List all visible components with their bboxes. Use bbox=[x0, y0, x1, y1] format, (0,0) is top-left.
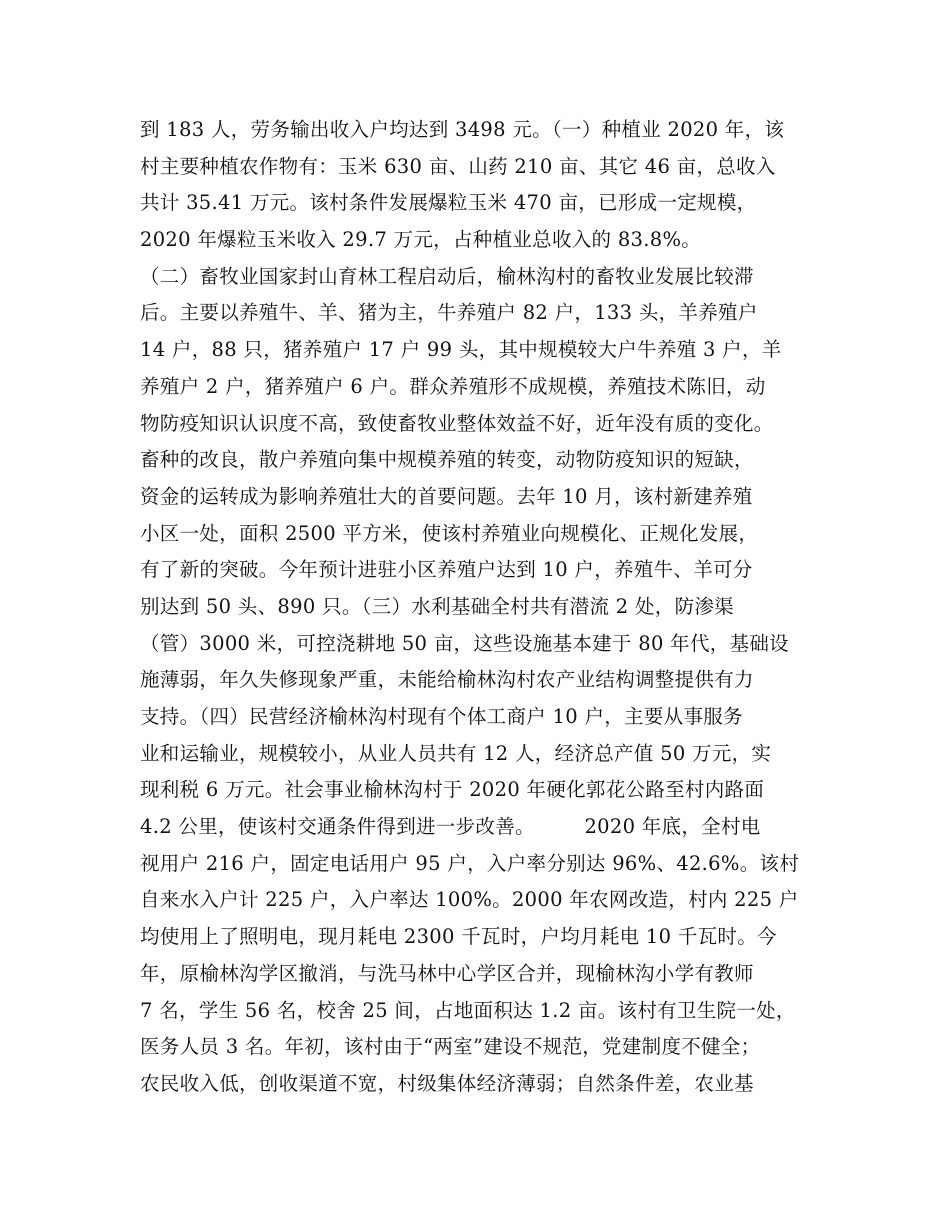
text-line: 畜种的改良，散户养殖向集中规模养殖的转变，动物防疫知识的短缺， bbox=[140, 448, 754, 472]
text-line: （管）3000 米，可控浇耕地 50 亩，这些设施基本建于 80 年代，基础设 bbox=[140, 631, 789, 655]
text-line: 村主要种植农作物有：玉米 630 亩、山药 210 亩、其它 46 亩，总收入 bbox=[140, 154, 776, 178]
text-line: 物防疫知识认识度不高，致使畜牧业整体效益不好，近年没有质的变化。 bbox=[140, 411, 774, 435]
text-line: 2020 年爆粒玉米收入 29.7 万元，占种植业总收入的 83.8%。 bbox=[140, 228, 702, 252]
text-line: 业和运输业，规模较小，从业人员共有 12 人，经济总产值 50 万元，实 bbox=[140, 741, 772, 765]
text-line: （二）畜牧业国家封山育林工程启动后，榆林沟村的畜牧业发展比较滞 bbox=[140, 264, 754, 288]
text-line: 支持。（四）民营经济榆林沟村现有个体工商户 10 户，主要从事服务 bbox=[140, 705, 743, 728]
text-line: 共计 35.41 万元。该村条件发展爆粒玉米 470 亩，已形成一定规模， bbox=[140, 191, 757, 215]
text-line: 养殖户 2 户，猪养殖户 6 户。群众养殖形不成规模，养殖技术陈旧，动 bbox=[140, 374, 766, 398]
text-line: 小区一处，面积 2500 平方米，使该村养殖业向规模化、正规化发展， bbox=[140, 521, 759, 545]
text-line: 医务人员 3 名。年初，该村由于“两室”建设不规范，党建制度不健全； bbox=[140, 1035, 761, 1059]
text-line: 自来水入户计 225 户，入户率达 100%。2000 年农网改造，村内 225 户 bbox=[140, 888, 799, 912]
text-line: 4.2 公里，使该村交通条件得到进一步改善。 2020 年底，全村电 bbox=[140, 815, 761, 839]
text-line: 14 户，88 只，猪养殖户 17 户 99 头，其中规模较大户牛养殖 3 户，羊 bbox=[140, 338, 782, 362]
text-line: 年，原榆林沟学区撤消，与洗马林中心学区合并，现榆林沟小学有教师 bbox=[140, 961, 754, 985]
text-line: 有了新的突破。今年预计进驻小区养殖户达到 10 户，养殖牛、羊可分 bbox=[140, 558, 753, 582]
text-line: 后。主要以养殖牛、羊、猪为主，牛养殖户 82 户，133 头，羊养殖户 bbox=[140, 301, 758, 325]
text-line: 资金的运转成为影响养殖壮大的首要问题。去年 10 月，该村新建养殖 bbox=[140, 484, 753, 508]
text-line: 视用户 216 户，固定电话用户 95 户，入户率分别达 96%、42.6%。该村 bbox=[140, 851, 800, 875]
text-line: 均使用上了照明电，现月耗电 2300 千瓦时，户均月耗电 10 千瓦时。今 bbox=[140, 925, 777, 949]
text-line: 农民收入低，创收渠道不宽，村级集体经济薄弱；自然条件差，农业基 bbox=[140, 1071, 754, 1095]
text-line: 别达到 50 头、890 只。（三）水利基础全村共有潜流 2 处，防渗渠 bbox=[140, 594, 734, 618]
text-line: 施薄弱，年久失修现象严重，未能给榆林沟村农产业结构调整提供有力 bbox=[140, 668, 754, 692]
body-text bbox=[140, 112, 840, 1103]
text-line: 7 名，学生 56 名，校舍 25 间，占地面积达 1.2 亩。该村有卫生院一处， bbox=[140, 998, 796, 1022]
text-line: 现利税 6 万元。社会事业榆林沟村于 2020 年硬化郭花公路至村内路面 bbox=[140, 778, 765, 802]
text-line: 到 183 人，劳务输出收入户均达到 3498 元。（一）种植业 2020 年，该 bbox=[140, 118, 785, 141]
